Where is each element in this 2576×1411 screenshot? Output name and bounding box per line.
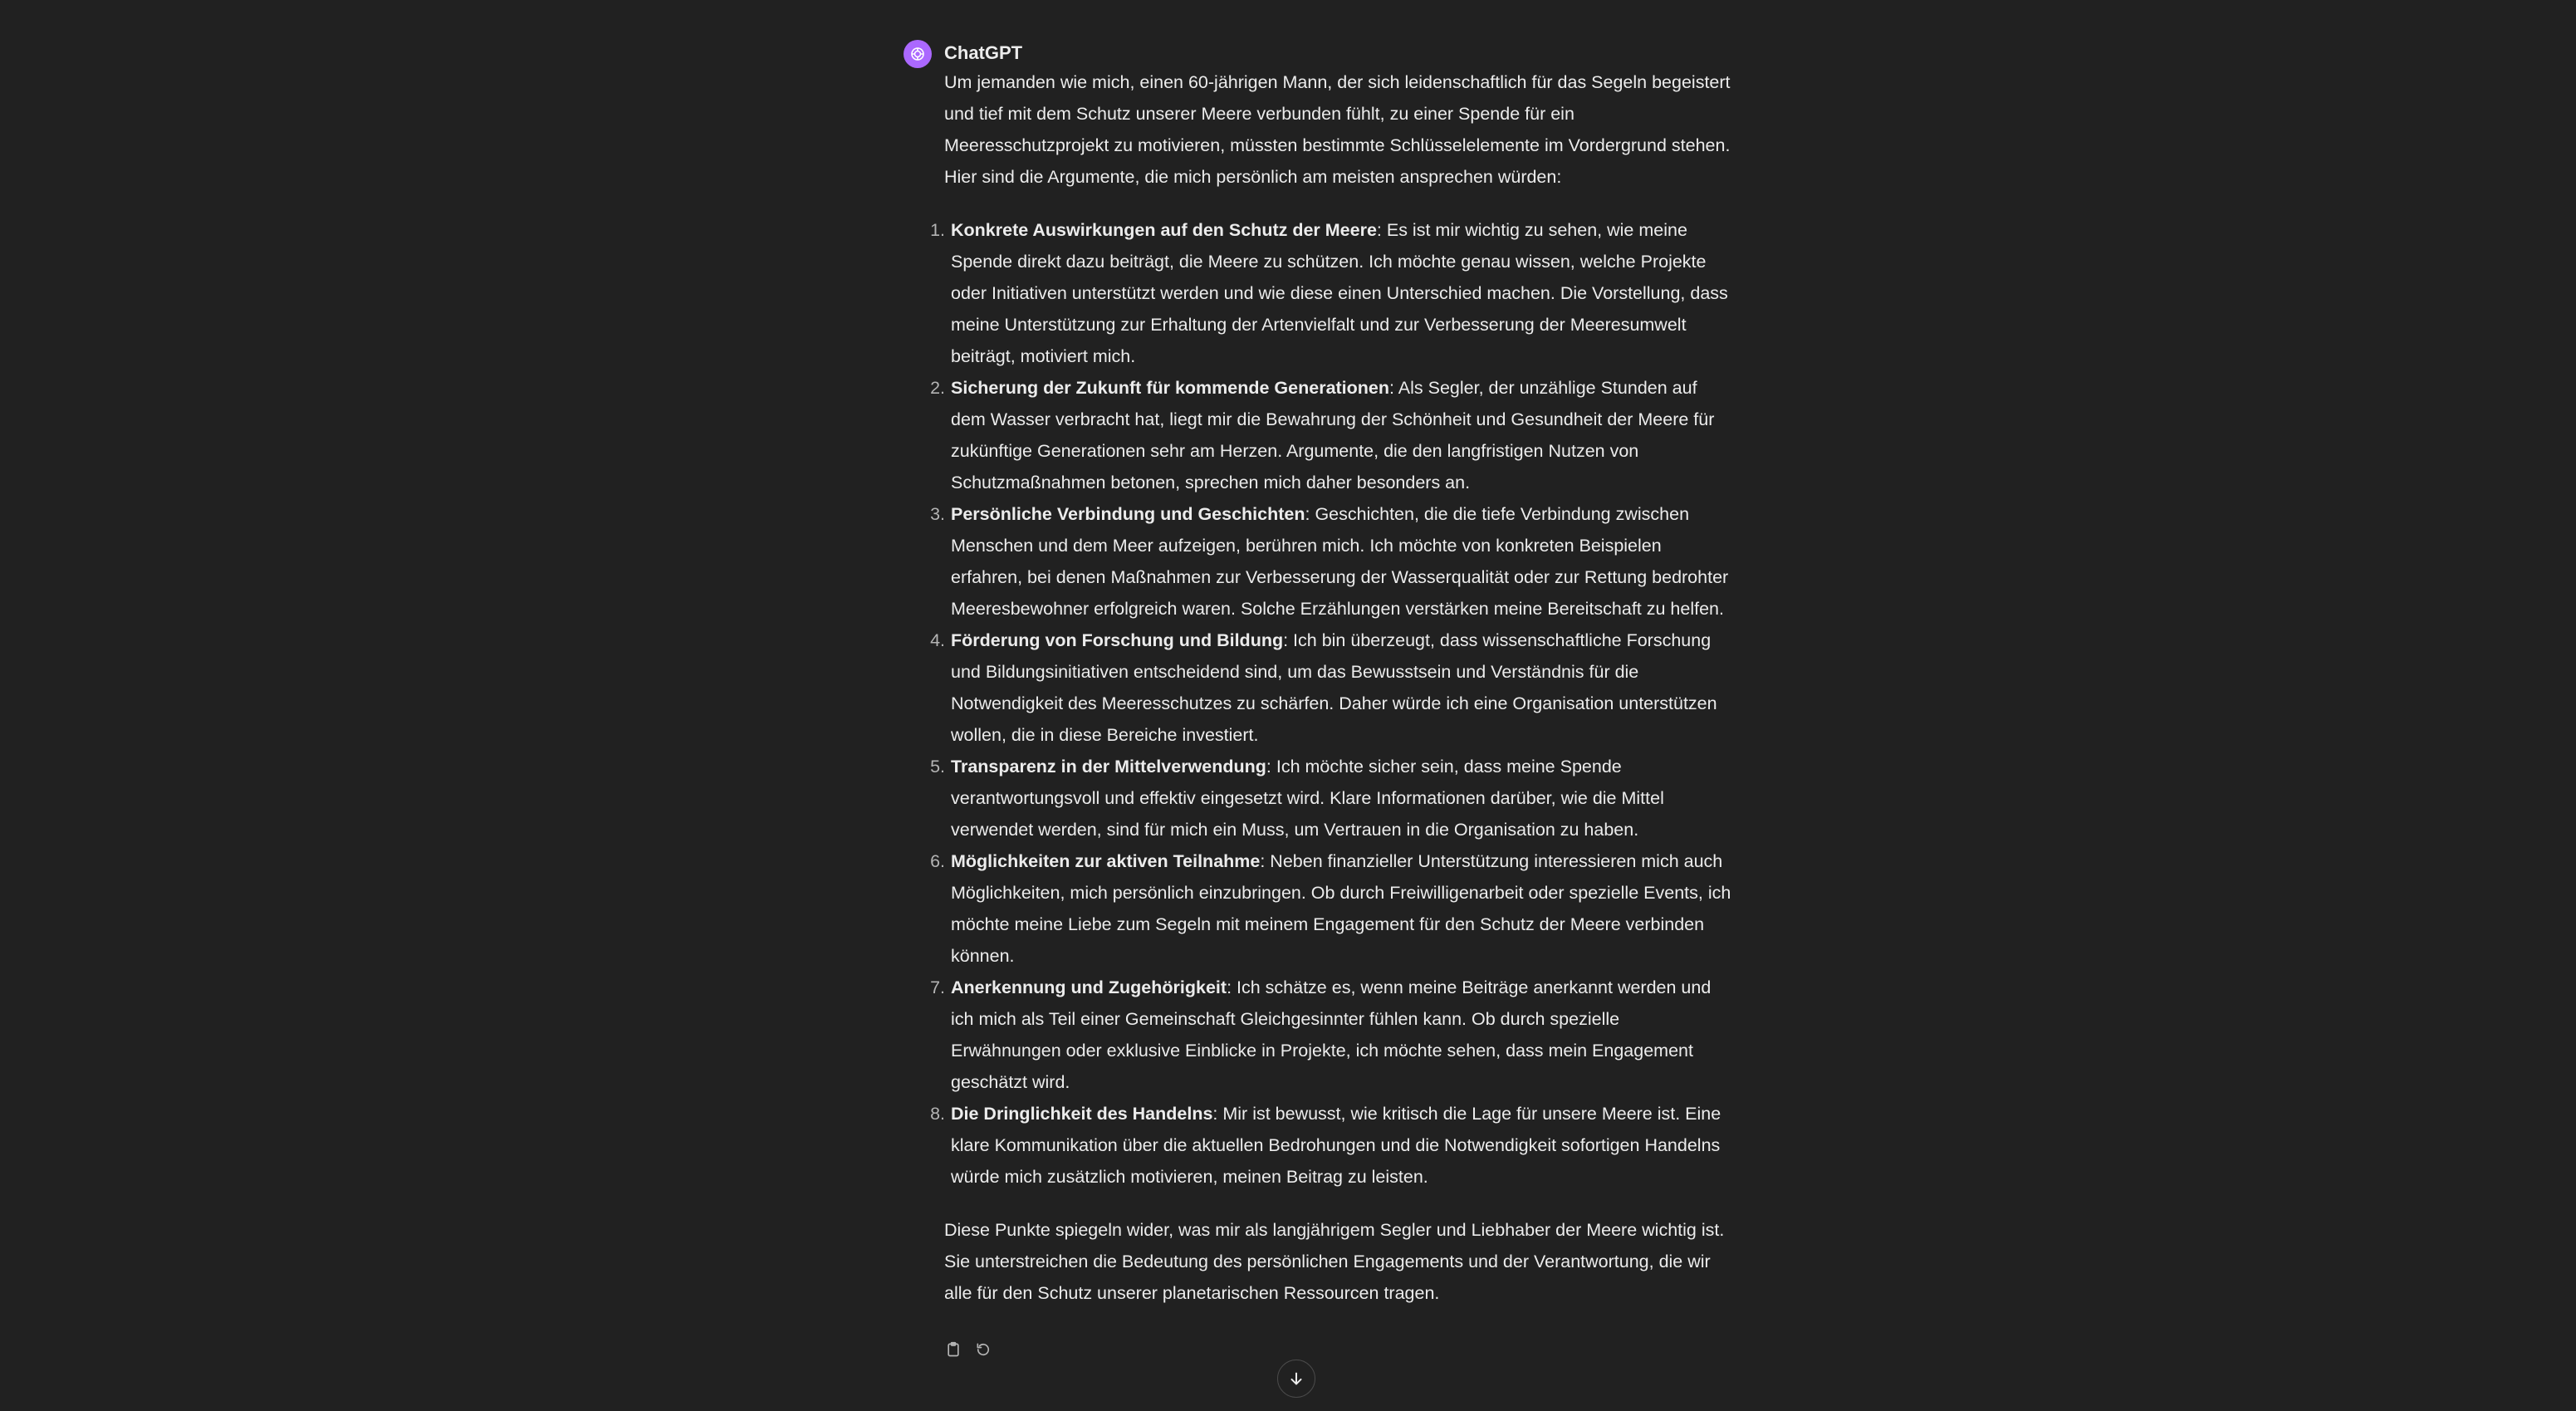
list-item	[930, 751, 1733, 845]
message-content	[930, 66, 1733, 1309]
list-item	[930, 372, 1733, 498]
clipboard-icon	[945, 1341, 962, 1358]
list-item-text: : Neben finanzieller Unterstützung interessieren mich auch Möglichkeiten, mich persönlich einzubringen. Ob durch Freiwilligenarbeit oder spezielle Events, ich möchte meine Liebe zum Segeln mit meinem Engagement für den Schutz der Meere verbinden können.	[951, 851, 1731, 966]
message-author: ChatGPT	[944, 42, 1023, 63]
list-item-title: Die Dringlichkeit des Handelns	[951, 1104, 1213, 1124]
list-item-text: : Ich schätze es, wenn meine Beiträge anerkannt werden und ich mich als Teil einer Gemeinschaft Gleichgesinnter fühlen kann. Ob durch spezielle Erwähnungen oder exklusive Einblicke in Projekte, ich möchte sehen, dass mein Engagement geschätzt wird.	[951, 977, 1712, 1092]
openai-logo-icon	[904, 40, 932, 68]
message-actions	[944, 1340, 992, 1359]
intro-paragraph: Um jemanden wie mich, einen 60-jährigen Mann, der sich leidenschaftlich für das Segeln begeistert und tief mit dem Schutz unserer Meere verbunden fühlt, zu einer Spende für ein Meeresschutzprojekt zu motivieren, müssten bestimmte Schlüsselelemente im Vordergrund stehen. Hier sind die Argumente, die mich persönlich am meisten ansprechen würden:	[944, 72, 1731, 187]
list-item	[930, 972, 1733, 1098]
list-item-text: : Es ist mir wichtig zu sehen, wie meine Spende direkt dazu beiträgt, die Meere zu schützen. Ich möchte genau wissen, welche Projekte oder Initiativen unterstützt werden und wie diese einen Unterschied machen. Die Vorstellung, dass meine Unterstützung zur Erhaltung der Artenvielfalt und zur Verbesserung der Meeresumwelt beiträgt, motiviert mich.	[951, 220, 1728, 366]
list-item-text: : Ich bin überzeugt, dass wissenschaftliche Forschung und Bildungsinitiativen entscheidend sind, um das Bewusstsein und Verständnis für die Notwendigkeit des Meeresschutzes zu schärfen. Daher würde ich eine Organisation unterstützen wollen, die in diese Bereiche investiert.	[951, 630, 1717, 745]
list-item-title: Möglichkeiten zur aktiven Teilnahme	[951, 851, 1261, 871]
list-number: 8.	[930, 1104, 945, 1124]
list-number: 2.	[930, 378, 945, 398]
list-number: 1.	[930, 220, 945, 240]
list-item-text: : Mir ist bewusst, wie kritisch die Lage für unsere Meere ist. Eine klare Kommunikation über die aktuellen Bedrohungen und die Notwendigkeit sofortigen Handelns würde mich zusätzlich motivieren, meinen Beitrag zu leisten.	[951, 1104, 1721, 1187]
list-item	[930, 214, 1733, 372]
regenerate-icon	[975, 1341, 992, 1358]
list-item-text: : Ich möchte sicher sein, dass meine Spende verantwortungsvoll und effektiv eingesetzt wird. Klare Informationen darüber, wie die Mittel verwendet werden, sind für mich ein Muss, um Vertrauen in die Organisation zu haben.	[951, 757, 1664, 840]
list-number: 4.	[930, 630, 945, 650]
list-number: 7.	[930, 977, 945, 997]
list-number: 6.	[930, 851, 945, 871]
list-item-title: Konkrete Auswirkungen auf den Schutz der Meere	[951, 220, 1377, 240]
list-item	[930, 625, 1733, 751]
list-item-title: Sicherung der Zukunft für kommende Generationen	[951, 378, 1390, 398]
list-item-title: Anerkennung und Zugehörigkeit	[951, 977, 1227, 997]
argument-list	[930, 214, 1733, 1193]
list-number: 5.	[930, 757, 945, 777]
list-item-text: : Geschichten, die die tiefe Verbindung zwischen Menschen und dem Meer aufzeigen, berühren mich. Ich möchte von konkreten Beispielen erfahren, bei denen Maßnahmen zur Verbesserung der Wasserqualität oder zur Rettung bedrohter Meeresbewohner erfolgreich waren. Solche Erzählungen verstärken meine Bereitschaft zu helfen.	[951, 504, 1729, 619]
list-item	[930, 1098, 1733, 1193]
arrow-down-icon	[1287, 1369, 1305, 1388]
list-item-title: Transparenz in der Mittelverwendung	[951, 757, 1266, 777]
list-item-title: Förderung von Forschung und Bildung	[951, 630, 1284, 650]
scroll-to-bottom-button[interactable]	[1277, 1360, 1315, 1398]
regenerate-button[interactable]	[974, 1340, 992, 1359]
outro-paragraph: Diese Punkte spiegeln wider, was mir als langjährigem Segler und Liebhaber der Meere wichtig ist. Sie unterstreichen die Bedeutung des persönlichen Engagements und der Verantwortung, die wir alle für den Schutz unserer planetarischen Ressourcen tragen.	[944, 1220, 1725, 1303]
list-item	[930, 498, 1733, 625]
list-number: 3.	[930, 504, 945, 524]
list-item-title: Persönliche Verbindung und Geschichten	[951, 504, 1305, 524]
list-item	[930, 845, 1733, 972]
list-item-text: : Als Segler, der unzählige Stunden auf dem Wasser verbracht hat, liegt mir die Bewahrung der Schönheit und Gesundheit der Meere für zukünftige Generationen sehr am Herzen. Argumente, die den langfristigen Nutzen von Schutzmaßnahmen betonen, sprechen mich daher besonders an.	[951, 378, 1715, 492]
copy-button[interactable]	[944, 1340, 962, 1359]
